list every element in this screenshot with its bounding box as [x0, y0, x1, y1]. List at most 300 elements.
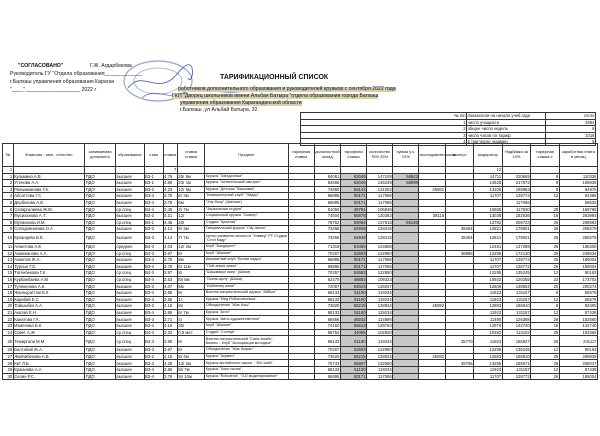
table-cell: ПДО [85, 232, 116, 243]
table-cell: 44066 [340, 329, 366, 336]
table-cell [419, 270, 445, 277]
table-cell: 9 [531, 180, 560, 187]
table-row [3, 270, 598, 277]
table-cell: "Шашмакул икер" (Шахм) [205, 270, 288, 277]
table-cell [288, 303, 314, 310]
table-cell [419, 193, 445, 200]
subtitle-1: работников дополнительного образования и руководителей кружков с сентября 2022 года [178, 86, 396, 92]
table-cell: 8г [177, 250, 204, 257]
table-cell: 11923 [474, 336, 503, 347]
table-cell: В3-3 [144, 283, 163, 290]
table-cell: 11923 [474, 296, 503, 303]
table-cell: 94976 [559, 186, 597, 193]
head-line-1: Руководитель ГУ "Отдела образования_____________ [10, 71, 143, 77]
table-cell [393, 250, 419, 257]
table-cell: Утенова А.А. [13, 180, 84, 187]
table-cell [419, 290, 445, 297]
table-cell [288, 347, 314, 354]
table-cell [393, 367, 419, 374]
table-cell: ср.спец [116, 270, 145, 277]
table-cell: ПДО [85, 180, 116, 187]
table-cell: 179501 [502, 226, 531, 233]
table-cell: 11707 [474, 193, 503, 200]
table-cell: 145249 [367, 180, 393, 187]
table-cell: 65578 [559, 290, 597, 297]
column-header: исследовательская [419, 144, 445, 167]
table-cell: 52693 [340, 250, 366, 257]
table-cell: ПДО [85, 226, 116, 233]
table-cell: В3-1 [144, 173, 163, 180]
column-header: сумма у.ч. 10% [393, 144, 419, 167]
table-cell: В3-2 [144, 213, 163, 220]
table-cell: Жангыраттом Е.К [13, 290, 84, 297]
table-cell: 26 [531, 219, 560, 226]
table-cell: Кит Л.Б [13, 360, 84, 367]
table-cell: 50171 [340, 193, 366, 200]
subheader-cell [531, 167, 560, 174]
table-cell: В3-3 [144, 316, 163, 323]
table-cell: Центр развития личности "Универ" РТ Студия "Стоп Кадр" [205, 233, 287, 242]
table-cell: ПДО [85, 296, 116, 303]
table-cell: 68133 [314, 336, 340, 347]
table-cell: 12821 [474, 226, 503, 233]
table-cell: 23г 1м [177, 180, 204, 187]
table-cell: 12 [531, 347, 560, 354]
table-cell: В4-4 [144, 276, 163, 283]
table-cell: 72087 [314, 283, 340, 290]
table-cell [288, 199, 314, 206]
table-cell: ПДО [85, 303, 116, 310]
table-cell: В3-2 [144, 303, 163, 310]
table-cell: 1 [3, 173, 14, 180]
table-cell: 73620 [314, 353, 340, 360]
subheader-cell [177, 167, 204, 174]
table-cell: 6 [531, 290, 560, 297]
table-cell: 206723 [502, 219, 531, 226]
table-cell: 135245 [502, 270, 531, 277]
table-cell: ПДО [85, 336, 116, 347]
table-cell: 87438 [559, 309, 597, 316]
table-cell: 7г 7м [177, 232, 204, 243]
table-cell: 200274 [559, 283, 597, 290]
table-cell [445, 206, 474, 213]
table-cell: высшее [116, 232, 145, 243]
table-cell: 113102 [502, 329, 531, 336]
table-cell: Татенбекова Г.К [13, 270, 84, 277]
table-row [3, 193, 598, 200]
table-cell: 3.45 [163, 206, 177, 213]
table-cell: 117066 [367, 257, 393, 264]
table-cell: 110336 [559, 173, 597, 180]
table-cell: 66895 [314, 263, 340, 270]
table-cell: 185571 [502, 360, 531, 367]
table-cell [445, 243, 474, 250]
table-cell: Мусиханова А.Т. [13, 213, 84, 220]
table-cell: 26 [531, 232, 560, 243]
table-cell: высшее [116, 367, 145, 374]
table-cell: 51100 [340, 309, 366, 316]
table-cell: ПДО [85, 206, 116, 213]
table-cell: 4.14 [163, 226, 177, 233]
table-cell: 4.89 [163, 180, 177, 187]
table-cell: 131157 [502, 290, 531, 297]
subheader-cell [367, 167, 393, 174]
table-cell: 6г 11м [177, 263, 204, 270]
table-cell: В3-4 [144, 263, 163, 270]
column-header: должностной оклад [314, 144, 340, 167]
table-cell: 20 [531, 283, 560, 290]
table-cell [419, 199, 445, 206]
summary-row [301, 119, 596, 126]
table-cell: 50171 [340, 257, 366, 264]
table-cell: 263993 [559, 213, 597, 220]
subheader-cell [340, 167, 366, 174]
table-row [3, 283, 598, 290]
table-cell: 28 [531, 206, 560, 213]
table-cell: 54949 [340, 226, 366, 233]
table-cell [445, 193, 474, 200]
table-cell: 4.16 [163, 323, 177, 330]
table-cell [288, 270, 314, 277]
column-header: стаж [144, 144, 163, 167]
table-cell: Ахмежанова А.А. [13, 250, 84, 257]
table-cell: Тойшыбек А.А [13, 303, 84, 310]
table-cell [288, 243, 314, 250]
table-cell: 119234 [367, 336, 393, 347]
table-cell: 22 [531, 276, 560, 283]
table-cell: 128834 [367, 353, 393, 360]
table-cell: Военно-патриотический "Сана Алайс", Бизнес - Клуб "Ассоциация молодых" [205, 336, 288, 347]
subheader-cell [445, 167, 474, 174]
table-cell: 14 [3, 263, 14, 270]
table-cell: 26 [531, 226, 560, 233]
table-cell: ПДО [85, 257, 116, 264]
table-cell: Шахматный клуб "Белая ладья" [205, 257, 288, 264]
table-cell: 30г [177, 323, 204, 330]
table-cell: Солодовникова О.А [13, 226, 84, 233]
table-cell [419, 336, 445, 347]
table-cell: 108936 [559, 180, 597, 187]
table-cell: Социальный кружок "Сканер" [205, 213, 288, 220]
table-cell: высшее [116, 173, 145, 180]
table-row [3, 309, 598, 316]
table-row [3, 347, 598, 354]
table-row [3, 373, 598, 380]
table-cell: Ержанова А.А [13, 367, 84, 374]
summary-value: итого [545, 113, 595, 120]
table-cell: Студия "Солнце" [205, 329, 288, 336]
column-header: образование [116, 144, 145, 167]
table-cell: 36885 [445, 250, 474, 257]
table-cell: 15 [3, 270, 14, 277]
table-cell: 22 [3, 316, 14, 323]
table-cell: высшее [116, 353, 145, 360]
table-cell: 4.21 [163, 213, 177, 220]
table-cell: 3.32 [163, 329, 177, 336]
table-cell [393, 290, 419, 297]
table-cell [419, 219, 445, 226]
table-cell: 147108 [367, 173, 393, 180]
table-cell: 131157 [502, 309, 531, 316]
table-cell: высшее [116, 296, 145, 303]
table-cell: 52693 [340, 347, 366, 354]
table-cell: 25г 9м [177, 173, 204, 180]
table-cell [288, 173, 314, 180]
table-cell: 19 [3, 296, 14, 303]
table-cell [419, 283, 445, 290]
table-cell: 114898 [367, 316, 393, 323]
table-cell: 117066 [367, 193, 393, 200]
column-header: Надбавка за 10% [502, 144, 531, 167]
table-cell: высшее [116, 199, 145, 206]
column-header: эксперт [445, 144, 474, 167]
table-cell: 4.16 [163, 353, 177, 360]
summary-value: 8 [545, 126, 595, 133]
table-cell: В3-3 [144, 347, 163, 354]
table-cell: 26 [3, 347, 14, 354]
table-cell: 4.23 [163, 186, 177, 193]
table-cell: Темиргали М.М [13, 336, 84, 347]
table-cell: 4.03 [163, 243, 177, 250]
table-cell: 268047 [559, 360, 597, 367]
table-cell: В3-4 [144, 199, 163, 206]
table-cell [445, 213, 474, 220]
table-cell: 39765 [445, 360, 474, 367]
table-cell: 6г 3м [177, 193, 204, 200]
table-cell: 117066 [502, 199, 531, 206]
table-cell: Абсаттова Г.С [13, 193, 84, 200]
approved-label: "СОГЛАСОВАНО" [18, 63, 64, 69]
table-cell [419, 309, 445, 316]
table-cell [445, 309, 474, 316]
table-cell: ПДО [85, 199, 116, 206]
table-cell: 4.16 [163, 303, 177, 310]
table-cell: В3-4 [144, 367, 163, 374]
table-cell [445, 329, 474, 336]
table-cell: "Осень арлу" (Шахм) [205, 276, 288, 283]
table-cell [419, 257, 445, 264]
table-cell: 4г [177, 316, 204, 323]
table-cell [445, 276, 474, 283]
subheader-cell [85, 167, 116, 174]
table-cell: 51100 [340, 290, 366, 297]
table-cell: ПДО [85, 193, 116, 200]
table-cell: 13782 [474, 219, 503, 226]
table-cell: 3.97 [163, 347, 177, 354]
subheader-cell [116, 167, 145, 174]
subheader-cell [288, 167, 314, 174]
table-cell: 11923 [474, 309, 503, 316]
table-cell: ПДО [85, 243, 116, 250]
table-cell: В4-3 [144, 250, 163, 257]
table-cell: 38464 [445, 226, 474, 233]
table-cell [445, 290, 474, 297]
table-cell: ср.спец [116, 276, 145, 283]
table-cell: 13 [3, 257, 14, 264]
table-cell: 142740 [559, 323, 597, 330]
table-cell [288, 316, 314, 323]
table-cell: 3.78 [163, 257, 177, 264]
table-cell [288, 360, 314, 367]
table-cell: Курбанбаева А.М [13, 276, 84, 283]
table-cell: Мугманова И.М. [13, 219, 84, 226]
summary-num: 2 [301, 126, 467, 133]
table-cell [393, 193, 419, 200]
column-header: Предмет [205, 144, 288, 167]
table-row [3, 353, 598, 360]
table-cell: 12 [531, 309, 560, 316]
table-cell [288, 232, 314, 243]
table-cell: 128215 [367, 226, 393, 233]
table-row [3, 257, 598, 264]
table-cell [419, 367, 445, 374]
table-cell [445, 373, 474, 380]
table-cell: 21 [3, 309, 14, 316]
table-cell: 189953 [502, 186, 531, 193]
table-cell: 10282 [474, 329, 503, 336]
table-cell: 269839 [559, 353, 597, 360]
table-cell: 4.14 [163, 232, 177, 243]
table-cell: 8л 7м [177, 367, 204, 374]
table-cell: Военно-патриотический кружок "Айбын" [205, 290, 288, 297]
table-cell: 11490 [474, 316, 503, 323]
table-cell: "Хоу болу" (Шахмат) [205, 199, 288, 206]
table-cell: 6м [177, 199, 204, 206]
table-cell: Совет А.Ж [13, 329, 84, 336]
table-cell: Буханцева В.Е. [13, 232, 84, 243]
summary-label: показатели на начало учеб.года [467, 113, 546, 120]
table-cell: Сапаргалиева Ж.М. [13, 206, 84, 213]
table-cell: 6 [3, 206, 14, 213]
column-header: модератор [474, 144, 503, 167]
table-cell [445, 173, 474, 180]
table-cell: высшее [116, 180, 145, 187]
table-cell: 65656 [314, 316, 340, 323]
table-cell: В3-4 [144, 296, 163, 303]
table-cell: В3-4 [144, 323, 163, 330]
table-cell [393, 276, 419, 283]
table-cell: 12295 [474, 250, 503, 257]
table-cell: 3.78 [163, 199, 177, 206]
table-cell: 29 [3, 367, 14, 374]
table-cell: В3-4 [144, 373, 163, 380]
table-cell [445, 199, 474, 206]
table-cell: среднее [116, 243, 145, 250]
table-cell: Селин Р.С. [13, 373, 84, 380]
table-cell: 8г 4м [177, 353, 204, 360]
table-row [3, 360, 598, 367]
table-cell: 66895 [314, 199, 340, 206]
table-cell: 128772 [502, 373, 531, 380]
address-line: г.Балхаш ,ул Альбай Батыра, 32 [180, 107, 258, 113]
table-cell: 8м [177, 257, 204, 264]
table-cell: 12 [531, 296, 560, 303]
table-cell: 129763 [367, 323, 393, 330]
table-cell [419, 347, 445, 354]
table-cell: В3-4 [144, 193, 163, 200]
table-cell: В4-1 [144, 219, 163, 226]
table-cell [288, 213, 314, 220]
table-cell: высшее [116, 226, 145, 233]
table-cell: 259279 [559, 226, 597, 233]
table-cell: 4.07 [163, 283, 177, 290]
summary-num: 3 [301, 132, 467, 139]
table-cell: 4.45 [163, 219, 177, 226]
subtitle-3: управления образования Карагандинской области [180, 100, 302, 106]
table-cell: В4-3 [144, 270, 163, 277]
table-cell [445, 316, 474, 323]
table-cell [445, 367, 474, 374]
table-cell: ПДО [85, 347, 116, 354]
table-row [3, 250, 598, 257]
table-cell: 9 [3, 226, 14, 233]
table-cell: 90163 [559, 270, 597, 277]
table-cell: 70257 [314, 347, 340, 354]
table-cell: 2 [3, 180, 14, 187]
table-cell: В3-4 [144, 309, 163, 316]
table-cell: 12605 [474, 283, 503, 290]
table-cell [288, 257, 314, 264]
table-cell: 122950 [367, 347, 393, 354]
table-cell: 26 [531, 243, 560, 250]
table-cell: 51100 [340, 367, 366, 374]
table-cell: 8г [177, 336, 204, 347]
table-cell [445, 263, 474, 270]
table-cell: 66895 [314, 257, 340, 264]
subheader-cell: 1 [3, 167, 14, 174]
table-cell: 186810 [502, 353, 531, 360]
table-row [3, 290, 598, 297]
table-cell: В3-2 [144, 353, 163, 360]
table-cell: высшее [116, 303, 145, 310]
table-row [3, 206, 598, 213]
table-cell: 12г 2м [177, 243, 204, 250]
table-cell [419, 329, 445, 336]
table-cell: 119234 [367, 309, 393, 316]
table-cell: 8 [3, 219, 14, 226]
table-cell: Объединение "Жас Кыран" [205, 347, 288, 354]
table-cell: 58533 [559, 199, 597, 206]
table-cell: 166927 [502, 336, 531, 347]
table-cell: Кружок "Читательский смотрит" [205, 180, 288, 187]
table-cell: "Компьютерный клуб" "Лидер" [205, 193, 288, 200]
table-cell: Балтабай Ж.А. [13, 347, 84, 354]
table-cell [393, 373, 419, 380]
table-cell [393, 213, 419, 220]
table-cell: 70257 [314, 250, 340, 257]
table-cell [393, 283, 419, 290]
table-cell [288, 186, 314, 193]
table-cell: 65579 [559, 296, 597, 303]
table-cell [445, 219, 474, 226]
table-cell: Дербекова А.Б [13, 199, 84, 206]
table-cell: высшее [116, 360, 145, 367]
table-cell: Кружок "Детская "Вышивка" [205, 186, 288, 193]
table-cell: 55613 [340, 323, 366, 330]
table-cell: 28 [531, 316, 560, 323]
table-cell [288, 283, 314, 290]
table-cell: ПДО [85, 276, 116, 283]
table-cell [445, 180, 474, 187]
table-cell: 5м [177, 283, 204, 290]
table-row [3, 336, 598, 347]
table-cell: 14525 [474, 180, 503, 187]
table-row [3, 263, 598, 270]
subheader-cell [393, 167, 419, 174]
table-cell: 51100 [340, 336, 366, 347]
table-cell: 135245 [502, 347, 531, 354]
table-cell [393, 243, 419, 250]
